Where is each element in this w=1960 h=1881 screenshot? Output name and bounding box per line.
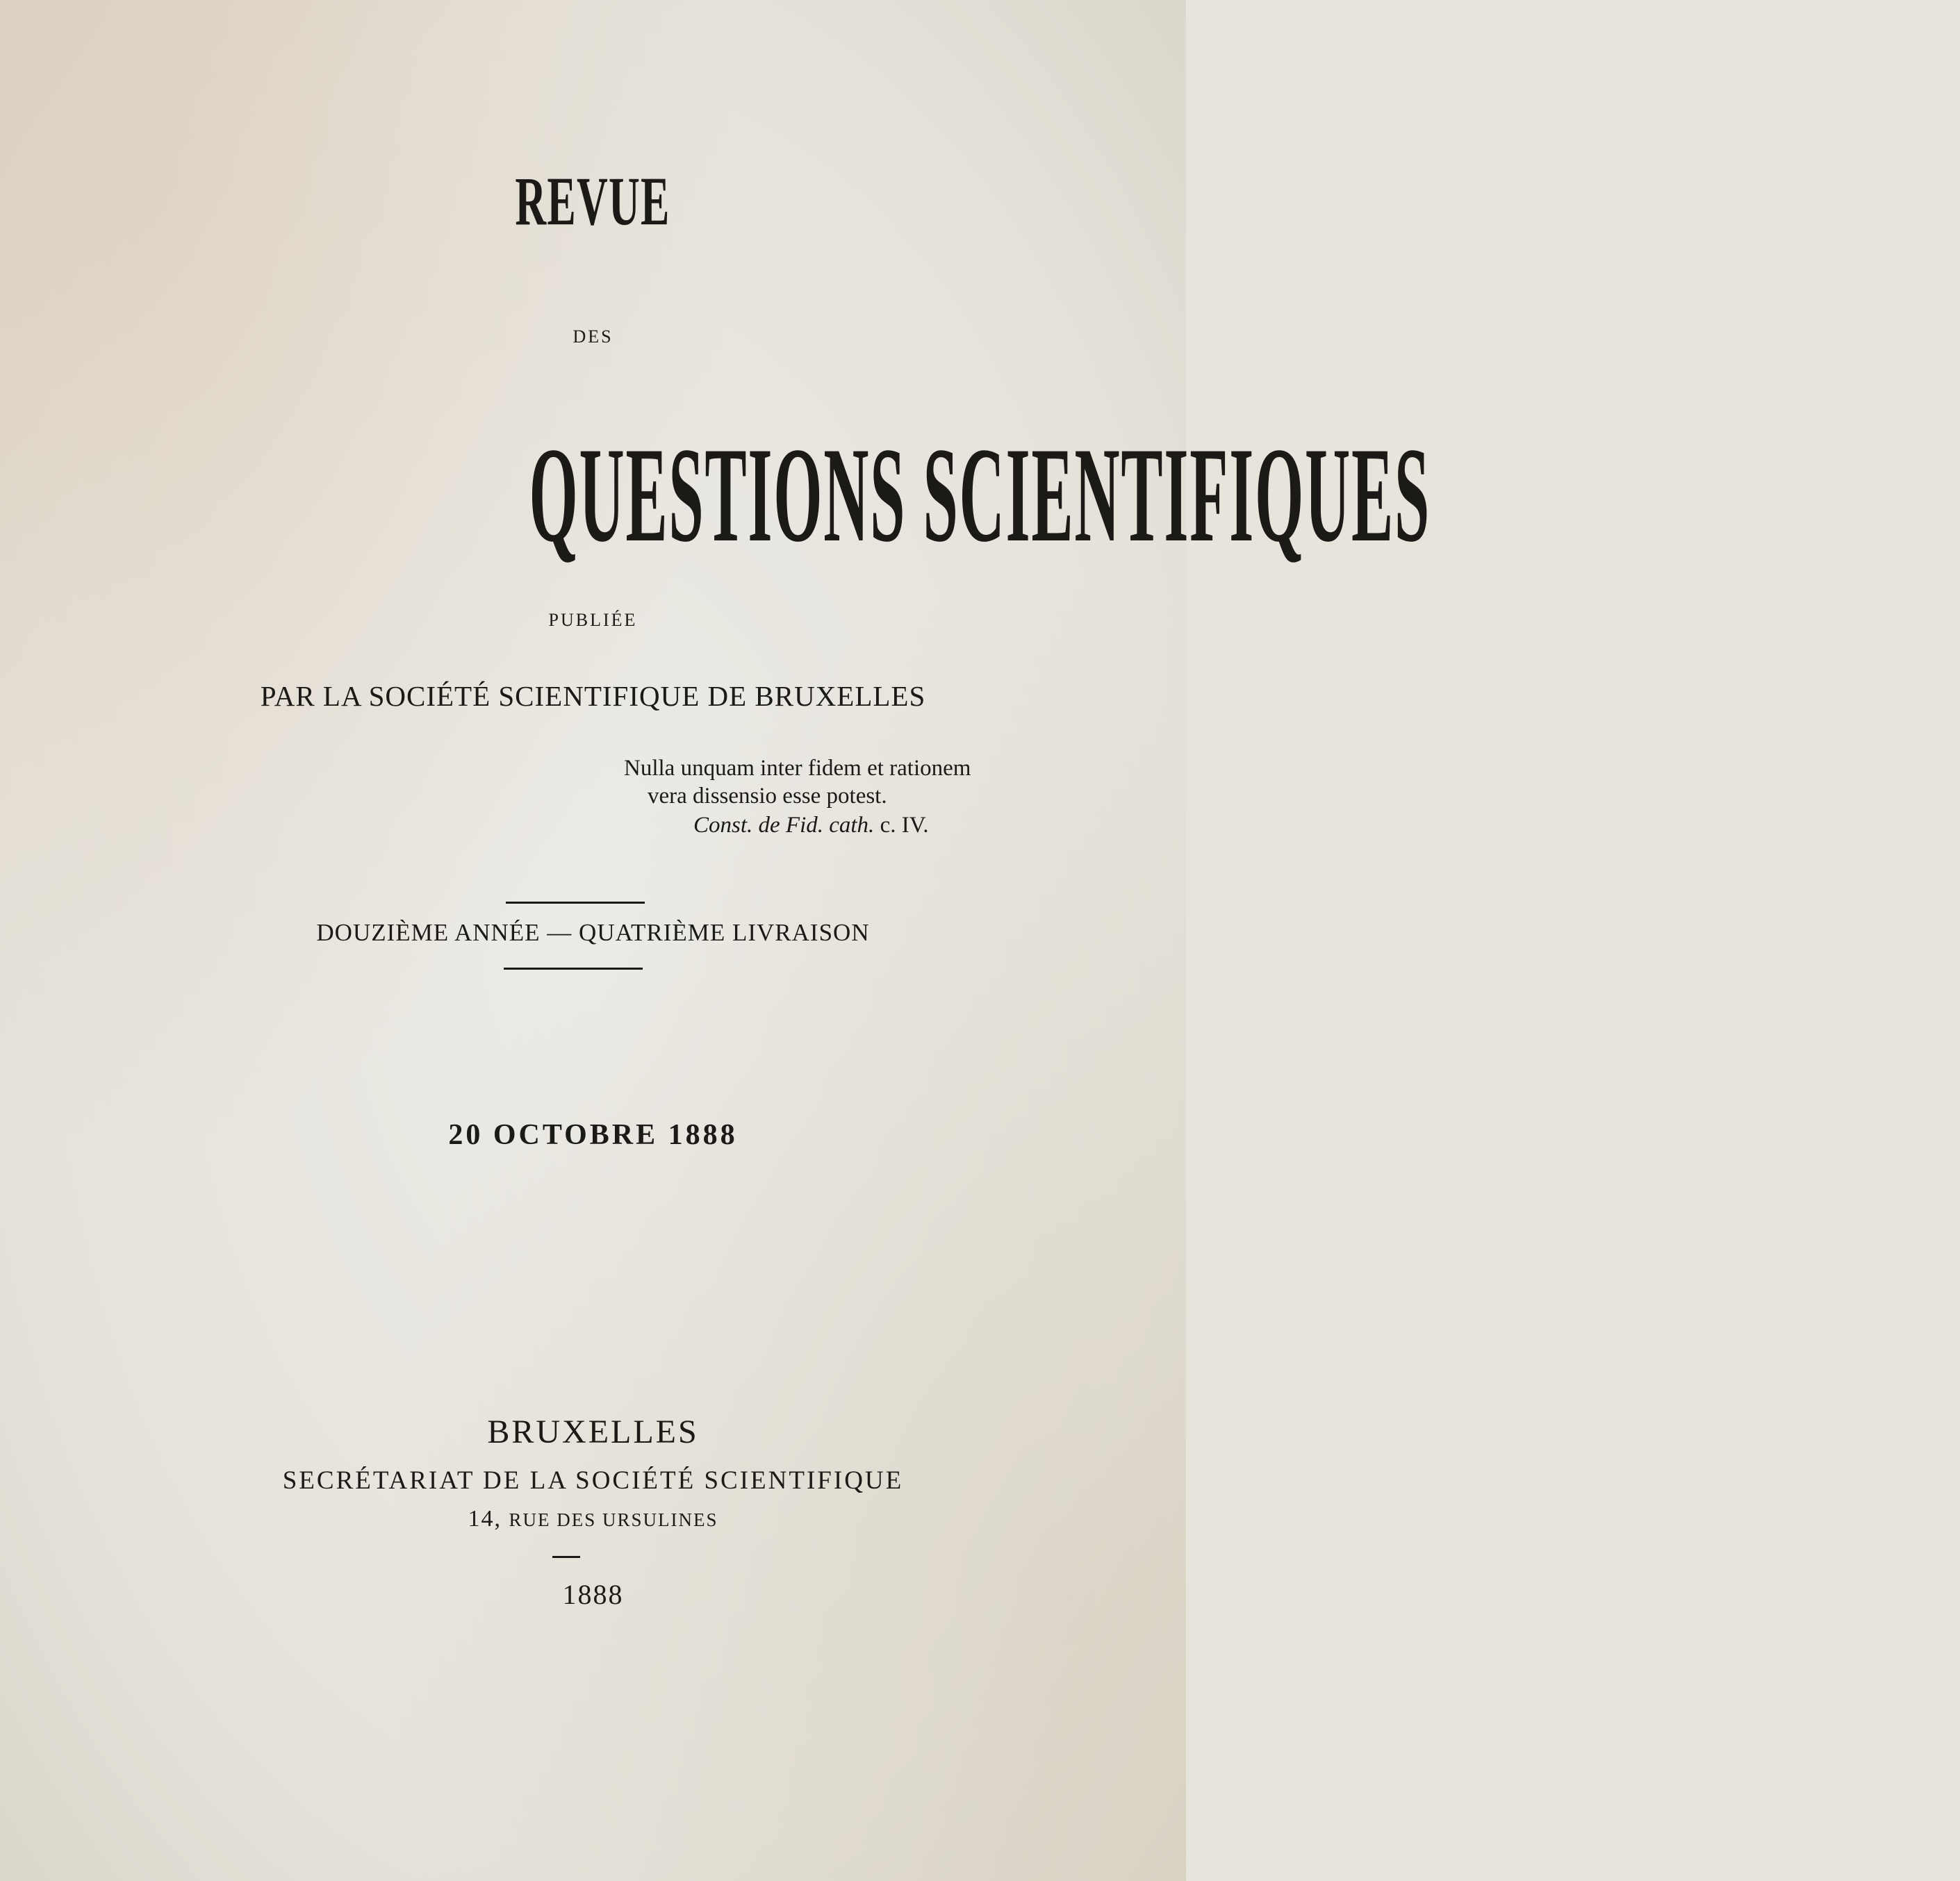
issue-line: DOUZIÈME ANNÉE — QUATRIÈME LIVRAISON <box>316 919 870 946</box>
top-rule <box>506 902 645 904</box>
street-name: RUE DES URSULINES <box>509 1509 718 1530</box>
street-number: 14, <box>468 1506 502 1532</box>
imprint-dash <box>552 1556 580 1558</box>
motto-line-1: Nulla unquam inter fidem et rationem <box>624 756 971 781</box>
bottom-rule <box>504 968 643 970</box>
imprint-city: BRUXELLES <box>487 1414 699 1450</box>
motto-source-italic: Const. de Fid. cath. <box>693 813 875 838</box>
revue-heading <box>0 161 1186 241</box>
journal-title-text: QUESTIONS SCIENTIFIQUES <box>529 420 1431 570</box>
motto-source-rest: c. IV. <box>874 813 929 838</box>
imprint-secretariat: SECRÉTARIAT DE LA SOCIÉTÉ SCIENTIFIQUE <box>282 1466 904 1495</box>
revue-text: REVUE <box>515 163 671 240</box>
issue-date: 20 OCTOBRE 1888 <box>448 1119 738 1151</box>
publisher-line: PAR LA SOCIÉTÉ SCIENTIFIQUE DE BRUXELLES <box>260 680 926 712</box>
imprint-year: 1888 <box>562 1579 624 1610</box>
imprint-address <box>0 1506 1186 1532</box>
motto-line-2: vera dissensio esse potest. <box>648 784 887 809</box>
motto-source <box>693 813 929 838</box>
des-label: DES <box>573 326 613 347</box>
published-label: PUBLIÉE <box>548 610 638 630</box>
journal-title <box>0 417 1431 573</box>
